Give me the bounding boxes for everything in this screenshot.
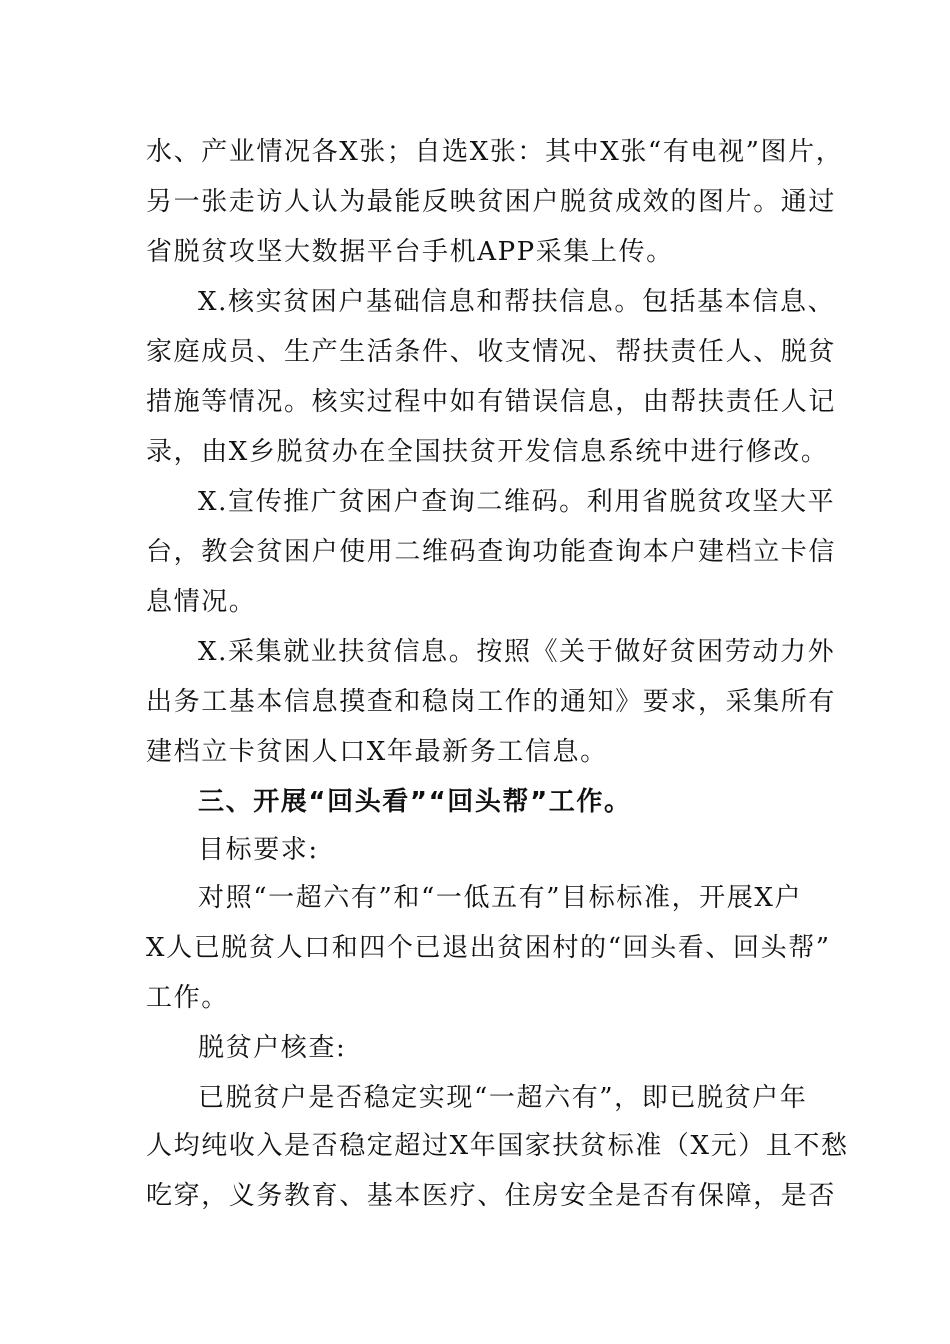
paragraph-line: 对照“一超六有”和“一低五有”目标标准，开展X户 (198, 883, 803, 913)
paragraph-line: 建档立卡贫困人口X年最新务工信息。 (146, 737, 608, 767)
paragraph-line: X.宣传推广贫困户查询二维码。利用省脱贫攻坚大平 (198, 487, 836, 517)
subheading: 目标要求: (198, 835, 319, 865)
paragraph-line: 已脱贫户是否稳定实现“一超六有”，即已脱贫户年 (198, 1083, 808, 1113)
paragraph-line: 息情况。 (146, 587, 257, 617)
paragraph-line: X.核实贫困户基础信息和帮扶信息。包括基本信息、 (198, 287, 836, 317)
paragraph-line: 工作。 (146, 983, 229, 1013)
paragraph-line: X人已脱贫人口和四个已退出贫困村的“回头看、回头帮” (146, 933, 831, 963)
paragraph-line: 录，由X乡脱贫办在全国扶贫开发信息系统中进行修改。 (146, 437, 829, 467)
paragraph-line: 出务工基本信息摸查和稳岗工作的通知》要求，采集所有 (146, 687, 837, 717)
section-heading: 三、开展“回头看”“回头帮”工作。 (198, 787, 632, 817)
paragraph-line: 省脱贫攻坚大数据平台手机APP采集上传。 (146, 237, 674, 267)
subheading: 脱贫户核查: (198, 1033, 347, 1063)
paragraph-line: 人均纯收入是否稳定超过X年国家扶贫标准（X元）且不愁 (146, 1131, 849, 1161)
paragraph-line: 另一张走访人认为最能反映贫困户脱贫成效的图片。通过 (146, 187, 837, 217)
paragraph-line: 措施等情况。核实过程中如有错误信息，由帮扶责任人记 (146, 387, 837, 417)
paragraph-line: 家庭成员、生产生活条件、收支情况、帮扶责任人、脱贫 (146, 337, 837, 367)
paragraph-line: 台，教会贫困户使用二维码查询功能查询本户建档立卡信 (146, 537, 837, 567)
paragraph-line: 吃穿，义务教育、基本医疗、住房安全是否有保障，是否 (146, 1181, 837, 1211)
paragraph-line: X.采集就业扶贫信息。按照《关于做好贫困劳动力外 (198, 637, 836, 667)
paragraph-line: 水、产业情况各X张；自选X张：其中X张“有电视”图片， (146, 137, 844, 167)
